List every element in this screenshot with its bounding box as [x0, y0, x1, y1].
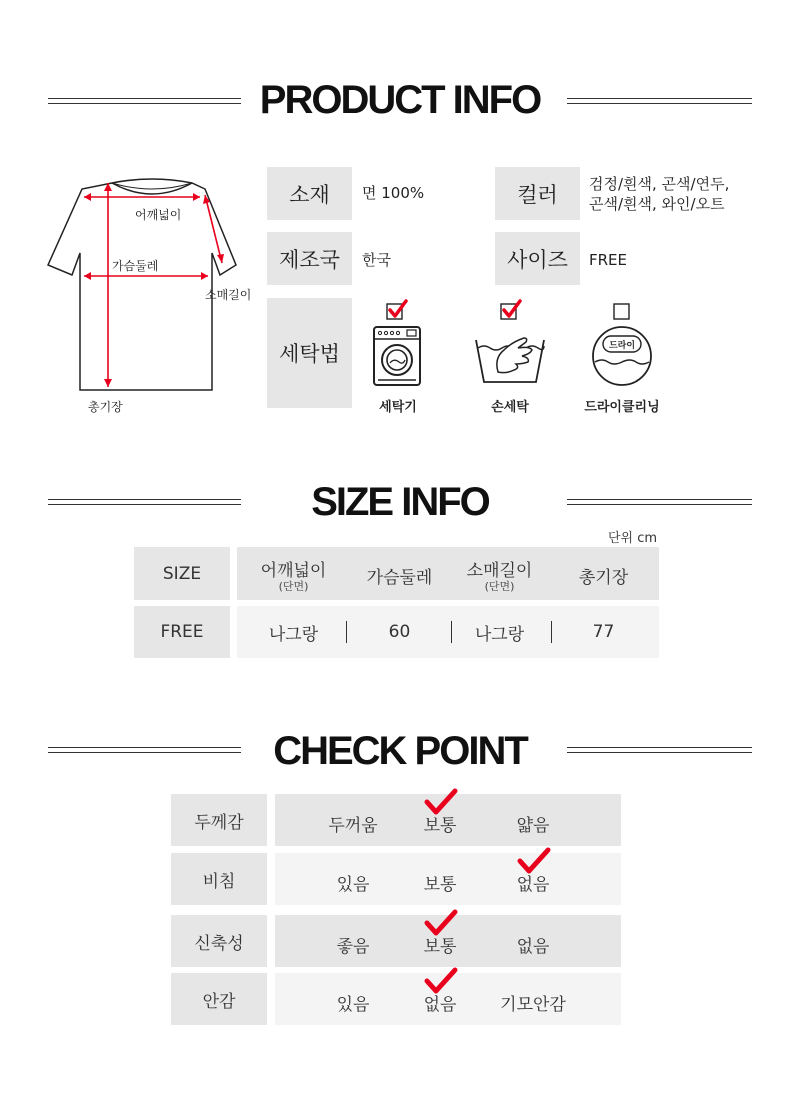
column-divider: [346, 621, 347, 643]
dry-clean-badge: 드라이: [608, 341, 636, 351]
color-value-line1: 검정/흰색, 곤색/연두,: [589, 175, 730, 193]
check-point-row-label: 신축성: [171, 915, 267, 967]
size-header-sub: (단면): [278, 579, 309, 593]
check-point-option: 없음: [423, 995, 457, 1015]
size-value: FREE: [589, 251, 628, 269]
hand-wash-icon: [472, 332, 548, 388]
size-header-length: 총기장: [578, 568, 629, 588]
material-label: 소재: [267, 167, 352, 220]
origin-label: 제조국: [267, 232, 352, 285]
check-point-option: 보통: [423, 875, 457, 895]
wash-label: 세탁법: [267, 298, 352, 408]
origin-value: 한국: [362, 251, 391, 269]
check-point-option: 두꺼움: [328, 816, 378, 836]
diagram-label-length: 총기장: [88, 400, 123, 414]
size-row-value: 나그랑: [268, 624, 319, 645]
column-divider: [551, 621, 552, 643]
checkbox-checked-icon: [500, 299, 522, 321]
check-point-option: 없음: [516, 937, 550, 957]
size-label: 사이즈: [495, 232, 580, 285]
check-point-option: 좋음: [336, 937, 370, 957]
check-point-row-label: 안감: [171, 973, 267, 1025]
check-mark-icon: [424, 788, 458, 816]
size-header-main: 어깨넓이: [260, 560, 327, 581]
size-row-value: 60: [388, 622, 411, 642]
unit-label: 단위 cm: [608, 531, 658, 546]
size-row-size: FREE: [160, 622, 204, 642]
check-mark-icon: [517, 847, 551, 875]
check-point-option: 보통: [423, 937, 457, 957]
color-value-line2: 곤색/흰색, 와인/오트: [589, 195, 725, 213]
washing-machine-icon: [372, 325, 422, 387]
check-point-row-label: 두께감: [171, 794, 267, 846]
check-point-option: 있음: [336, 875, 370, 895]
check-point-option: 얇음: [516, 816, 550, 836]
check-mark-icon: [424, 967, 458, 995]
material-value: 면 100%: [362, 184, 425, 202]
size-info-title: SIZE INFO: [311, 480, 489, 524]
checkbox-checked-icon: [386, 299, 408, 321]
check-point-option: 있음: [336, 995, 370, 1015]
size-header-size: SIZE: [162, 563, 202, 584]
wash-option-label: 드라이클리닝: [584, 400, 660, 415]
wash-option-label: 세탁기: [379, 400, 417, 415]
check-point-option: 보통: [423, 816, 457, 836]
size-header-sub: (단면): [484, 579, 515, 593]
color-label: 컬러: [495, 167, 580, 220]
size-row-value: 나그랑: [474, 624, 525, 645]
check-point-row-label: 비침: [171, 853, 267, 905]
product-info-title: PRODUCT INFO: [259, 78, 541, 122]
diagram-label-chest: 가슴둘레: [112, 259, 159, 273]
diagram-label-sleeve: 소매길이: [205, 288, 252, 302]
checkbox-empty-icon: [613, 303, 631, 321]
size-header-chest: 가슴둘레: [366, 568, 433, 588]
size-header-shoulder: [246, 547, 341, 600]
check-mark-icon: [424, 909, 458, 937]
size-header-main: 소매길이: [466, 560, 533, 581]
check-point-title: CHECK POINT: [273, 729, 527, 773]
diagram-label-shoulder: 어깨넓이: [135, 208, 182, 222]
check-point-option: 없음: [516, 875, 550, 895]
wash-option-label: 손세탁: [491, 400, 529, 415]
size-header-sleeve: [452, 547, 547, 600]
size-row-value: 77: [592, 622, 615, 642]
dry-clean-icon: [590, 324, 654, 388]
check-point-option: 기모안감: [500, 995, 566, 1015]
